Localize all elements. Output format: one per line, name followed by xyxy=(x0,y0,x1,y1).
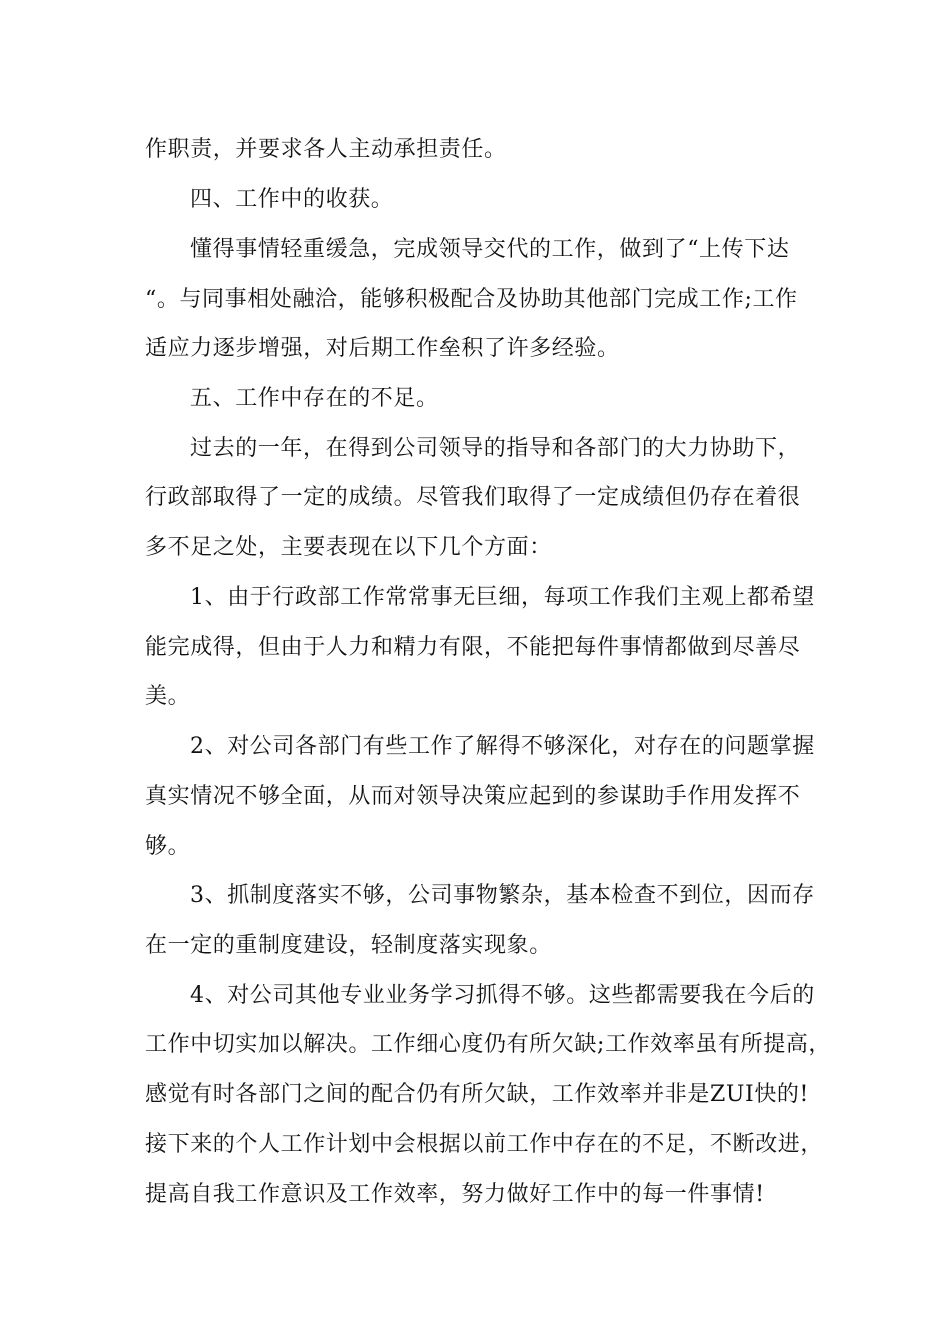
text-line: 多不足之处，主要表现在以下几个方面： xyxy=(145,535,552,560)
text-line: 1、由于行政部工作常常事无巨细，每项工作我们主观上都希望 xyxy=(190,585,815,610)
text-line: 适应力逐步增强，对后期工作垒积了许多经验。 xyxy=(145,336,620,361)
text-line: 3、抓制度落实不够，公司事物繁杂，基本检查不到位，因而存 xyxy=(190,883,815,908)
section-heading: 五、工作中存在的不足。 xyxy=(190,386,439,411)
text-line: “。与同事相处融洽，能够积极配合及协助其他部门完成工作;工作 xyxy=(145,287,798,312)
text-line: 工作中切实加以解决。工作细心度仍有所欠缺;工作效率虽有所提高， xyxy=(145,1032,832,1057)
text-line: 4、对公司其他专业业务学习抓得不够。这些都需要我在今后的 xyxy=(190,983,815,1008)
text-line: 在一定的重制度建设，轻制度落实现象。 xyxy=(145,933,552,958)
text-line: 提高自我工作意识及工作效率，努力做好工作中的每一件事情! xyxy=(145,1182,765,1207)
text-line: 感觉有时各部门之间的配合仍有所欠缺，工作效率并非是ZUI快的! xyxy=(145,1082,809,1107)
text-line: 懂得事情轻重缓急，完成领导交代的工作，做到了“上传下达 xyxy=(190,237,790,262)
text-line: 行政部取得了一定的成绩。尽管我们取得了一定成绩但仍存在着很 xyxy=(145,485,801,510)
text-line: 过去的一年，在得到公司领导的指导和各部门的大力协助下， xyxy=(190,436,801,461)
text-line: 够。 xyxy=(145,834,191,859)
text-line: 作职责，并要求各人主动承担责任。 xyxy=(145,137,507,162)
section-heading: 四、工作中的收获。 xyxy=(190,187,394,212)
text-line: 美。 xyxy=(145,684,191,709)
text-line: 能完成得，但由于人力和精力有限，不能把每件事情都做到尽善尽 xyxy=(145,635,801,660)
text-line: 真实情况不够全面，从而对领导决策应起到的参谋助手作用发挥不 xyxy=(145,784,801,809)
text-line: 2、对公司各部门有些工作了解得不够深化，对存在的问题掌握 xyxy=(190,734,815,759)
text-line: 接下来的个人工作计划中会根据以前工作中存在的不足，不断改进， xyxy=(145,1132,824,1157)
